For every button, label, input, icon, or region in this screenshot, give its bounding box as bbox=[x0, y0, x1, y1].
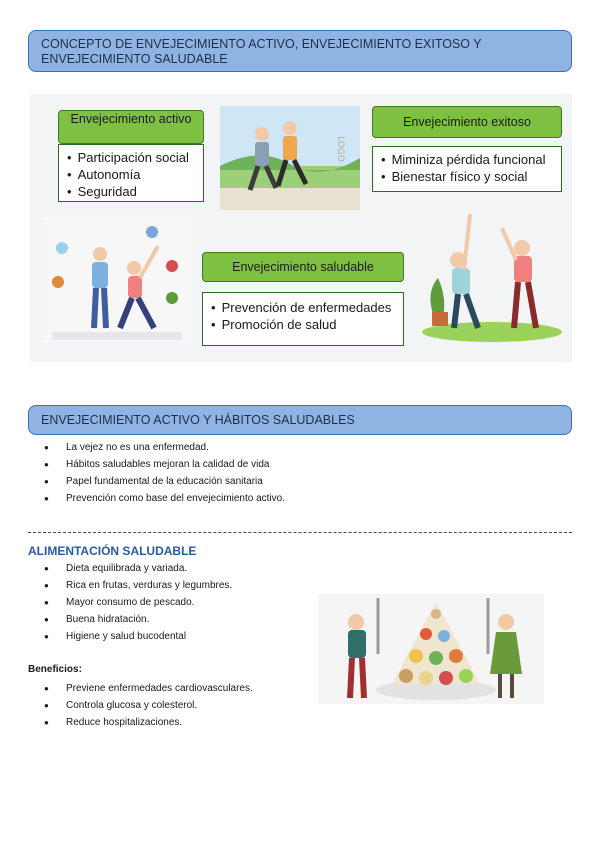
activo-title: Envejecimiento activo bbox=[58, 110, 204, 144]
list-item: ● La vejez no es una enfermedad. bbox=[44, 439, 285, 456]
list-item: ● Previene enfermedades cardiovasculares. bbox=[44, 680, 253, 697]
list-item: • Miminiza pérdida funcional bbox=[393, 151, 555, 168]
activo-list bbox=[58, 144, 204, 202]
list-item: • Prevención de enfermedades bbox=[223, 299, 397, 316]
saludable-title: Envejecimiento saludable bbox=[202, 252, 404, 282]
list-item: ● Prevención como base del envejecimiento activo. bbox=[44, 490, 285, 507]
list-item: ● Higiene y salud bucodental bbox=[44, 628, 232, 645]
list-item: • Promoción de salud bbox=[223, 316, 397, 333]
exitoso-list bbox=[372, 146, 562, 192]
section-banner-concepts: CONCEPTO DE ENVEJECIMIENTO ACTIVO, ENVEJECIMIENTO EXITOSO Y ENVEJECIMIENTO SALUDABLE bbox=[28, 30, 572, 72]
benefits-list bbox=[44, 680, 253, 731]
nutrition-list bbox=[44, 560, 232, 645]
stretching-seniors-illustration bbox=[414, 204, 564, 344]
list-item: ● Dieta equilibrada y variada. bbox=[44, 560, 232, 577]
list-item: ● Hábitos saludables mejoran la calidad de vida bbox=[44, 456, 285, 473]
beneficios-label: Beneficios: bbox=[28, 664, 82, 675]
list-item: ● Reduce hospitalizaciones. bbox=[44, 714, 253, 731]
yoga-seniors-illustration bbox=[42, 218, 192, 342]
dashed-divider bbox=[28, 532, 572, 533]
saludable-list bbox=[202, 292, 404, 346]
list-item: ● Rica en frutas, verduras y legumbres. bbox=[44, 577, 232, 594]
list-item: ● Mayor consumo de pescado. bbox=[44, 594, 232, 611]
svg-text:LOGO: LOGO bbox=[335, 136, 345, 162]
list-item: • Participación social bbox=[79, 149, 197, 166]
section-heading-alimentacion: ALIMENTACIÓN SALUDABLE bbox=[28, 544, 197, 558]
list-item: ● Controla glucosa y colesterol. bbox=[44, 697, 253, 714]
section-banner-habits: ENVEJECIMIENTO ACTIVO Y HÁBITOS SALUDABLES bbox=[28, 405, 572, 435]
habits-list bbox=[44, 439, 285, 507]
food-pyramid-illustration bbox=[318, 594, 544, 704]
list-item: • Bienestar físico y social bbox=[393, 168, 555, 185]
exitoso-title: Envejecimiento exitoso bbox=[372, 106, 562, 138]
list-item: • Seguridad bbox=[79, 183, 197, 200]
list-item: ● Papel fundamental de la educación sanitaria bbox=[44, 473, 285, 490]
running-seniors-illustration bbox=[220, 106, 360, 210]
list-item: ● Buena hidratación. bbox=[44, 611, 232, 628]
list-item: • Autonomía bbox=[79, 166, 197, 183]
